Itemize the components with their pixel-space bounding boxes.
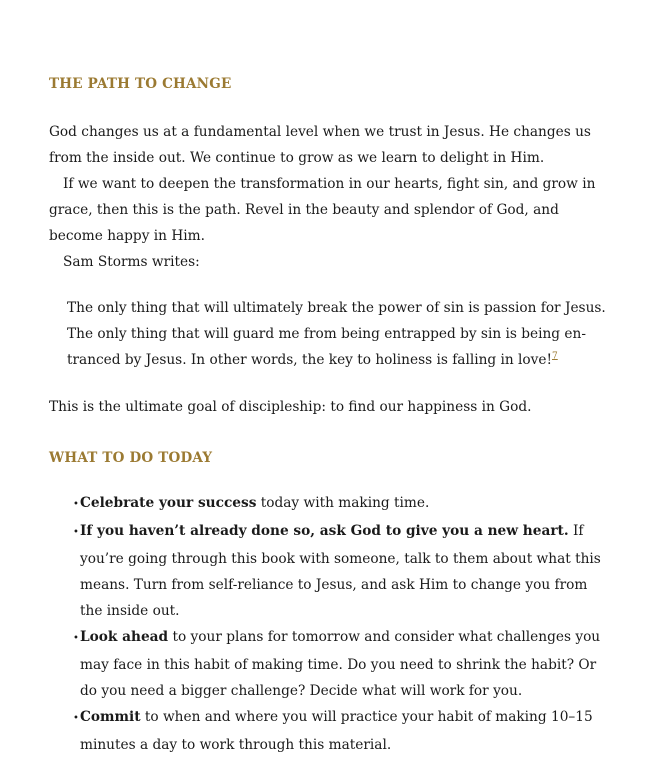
- block-quote: [67, 295, 607, 373]
- list-item: [66, 490, 607, 518]
- list-item-bold: Look ahead: [80, 629, 169, 645]
- list-item: [66, 518, 607, 624]
- list-item-bold: If you haven’t already done so, ask God to give you a new heart.: [80, 523, 569, 539]
- section-heading-what-to-do-today: WHAT TO DO TODAY: [49, 450, 213, 466]
- list-item-text: If you’re going through this book with someone, talk to them about what this means. Turn from self-reliance to Jesus, and ask Him to change you from the inside out.: [80, 523, 601, 619]
- list-item: [66, 624, 607, 704]
- bullet-icon: •: [73, 713, 79, 724]
- quote-text: The only thing that will ultimately break the power of sin is passion for Jesus. The only thing that will guard me from being entrapped by sin is being entranced by Jesus. In other words, the key to holiness is falling in love!: [67, 300, 606, 368]
- footnote-ref[interactable]: 7: [552, 351, 558, 362]
- list-item: [66, 704, 607, 758]
- list-item-text: to when and where you will practice your habit of making 10–15 minutes a day to work through this material.: [80, 709, 593, 753]
- paragraph-sam-storms: Sam Storms writes:: [63, 254, 200, 270]
- bullet-icon: •: [73, 633, 79, 644]
- list-item-bold: Celebrate your success: [80, 495, 257, 511]
- bullet-icon: •: [73, 527, 79, 538]
- paragraph-discipleship-goal: This is the ultimate goal of discipleship: to find our happiness in God.: [49, 399, 532, 415]
- todo-list: [49, 490, 607, 758]
- paragraph-intro: God changes us at a fundamental level when we trust in Jesus. He changes us from the inside out. We continue to grow as we learn to delight in Him.: [49, 124, 591, 166]
- paragraph-transformation: If we want to deepen the transformation in our hearts, fight sin, and grow in grace, then this is the path. Revel in the beauty and splendor of God, and become happy in Him.: [49, 176, 596, 244]
- list-item-bold: Commit: [80, 709, 141, 725]
- section-heading-path-to-change: THE PATH TO CHANGE: [49, 76, 232, 92]
- bullet-icon: •: [73, 499, 79, 510]
- list-item-text: to your plans for tomorrow and consider what challenges you may face in this habit of making time. Do you need to shrink the habit? Or do you need a bigger challenge? Decide what will work for you.: [80, 629, 601, 699]
- list-item-text: today with making time.: [256, 495, 430, 511]
